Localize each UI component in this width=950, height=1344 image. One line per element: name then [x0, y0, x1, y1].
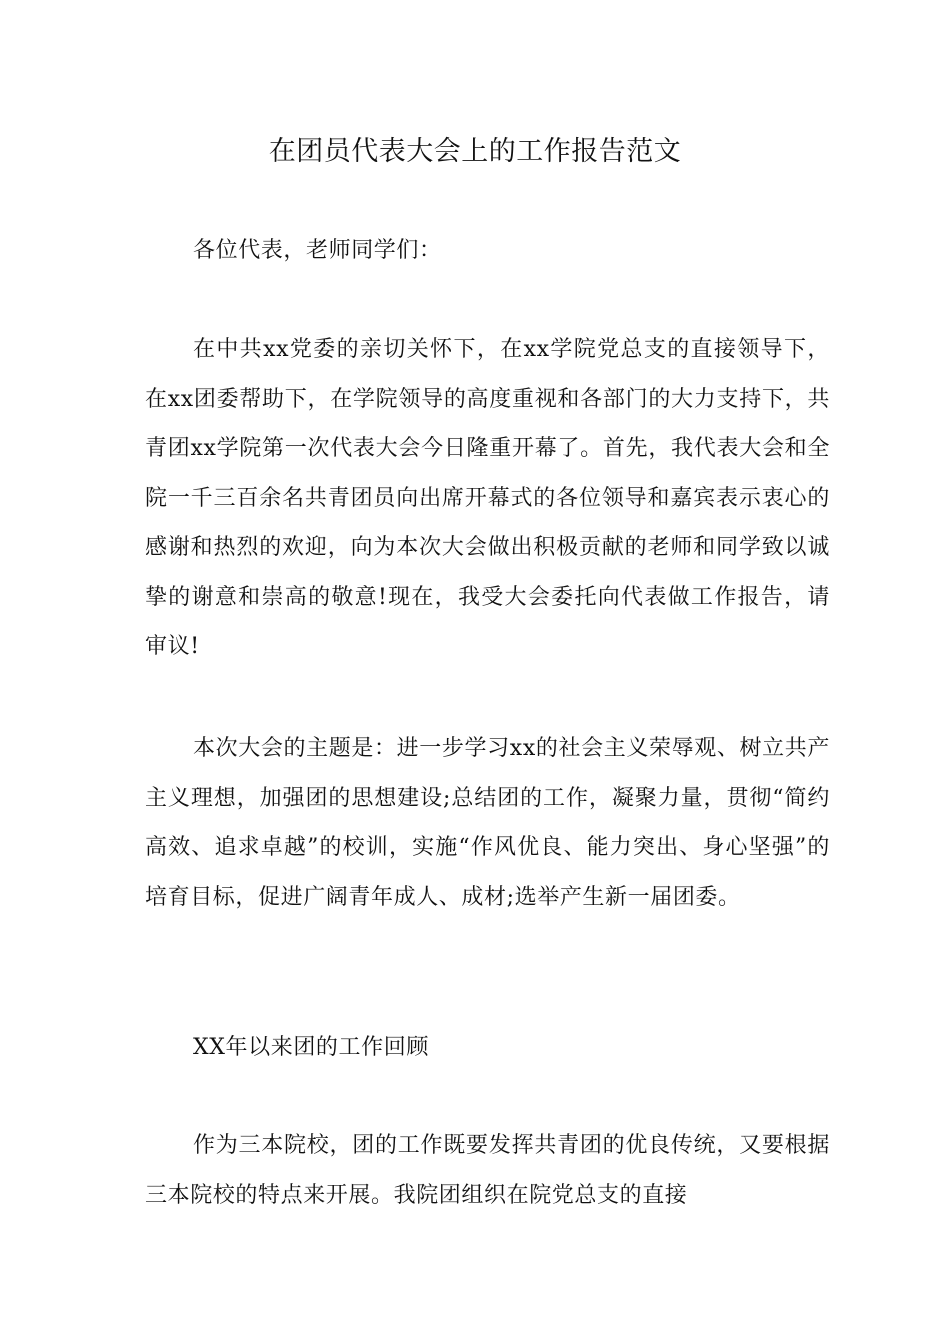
greeting-paragraph: 各位代表，老师同学们：: [193, 238, 442, 263]
body-paragraph-review: 作为三本院校，团的工作既要发挥共青团的优良传统，又要根据三本院校的特点来开展。我院团组织在院党总支的直接: [145, 1133, 830, 1208]
document-title: 在团员代表大会上的工作报告范文: [268, 136, 682, 167]
body-paragraph-theme: 本次大会的主题是：进一步学习xx的社会主义荣辱观、树立共产主义理想，加强团的思想建设;总结团的工作，凝聚力量，贯彻“简约高效、追求卓越”的校训，实施“作风优良、能力突出、身心坚强”的培育目标，促进广阔青年成人、成材;选举产生新一届团委。: [145, 736, 830, 910]
body-paragraph-opening: 在中共xx党委的亲切关怀下，在xx学院党总支的直接领导下，在xx团委帮助下，在学院领导的高度重视和各部门的大力支持下，共青团xx学院第一次代表大会今日隆重开幕了。首先，我代表大会和全院一千三百余名共青团员向出席开幕式的各位领导和嘉宾表示衷心的感谢和热烈的欢迎，向为本次大会做出积极贡献的老师和同学致以诚挚的谢意和崇高的敬意!现在，我受大会委托向代表做工作报告，请审议!: [145, 337, 830, 659]
section-heading: XX年以来团的工作回顾: [193, 1035, 429, 1060]
